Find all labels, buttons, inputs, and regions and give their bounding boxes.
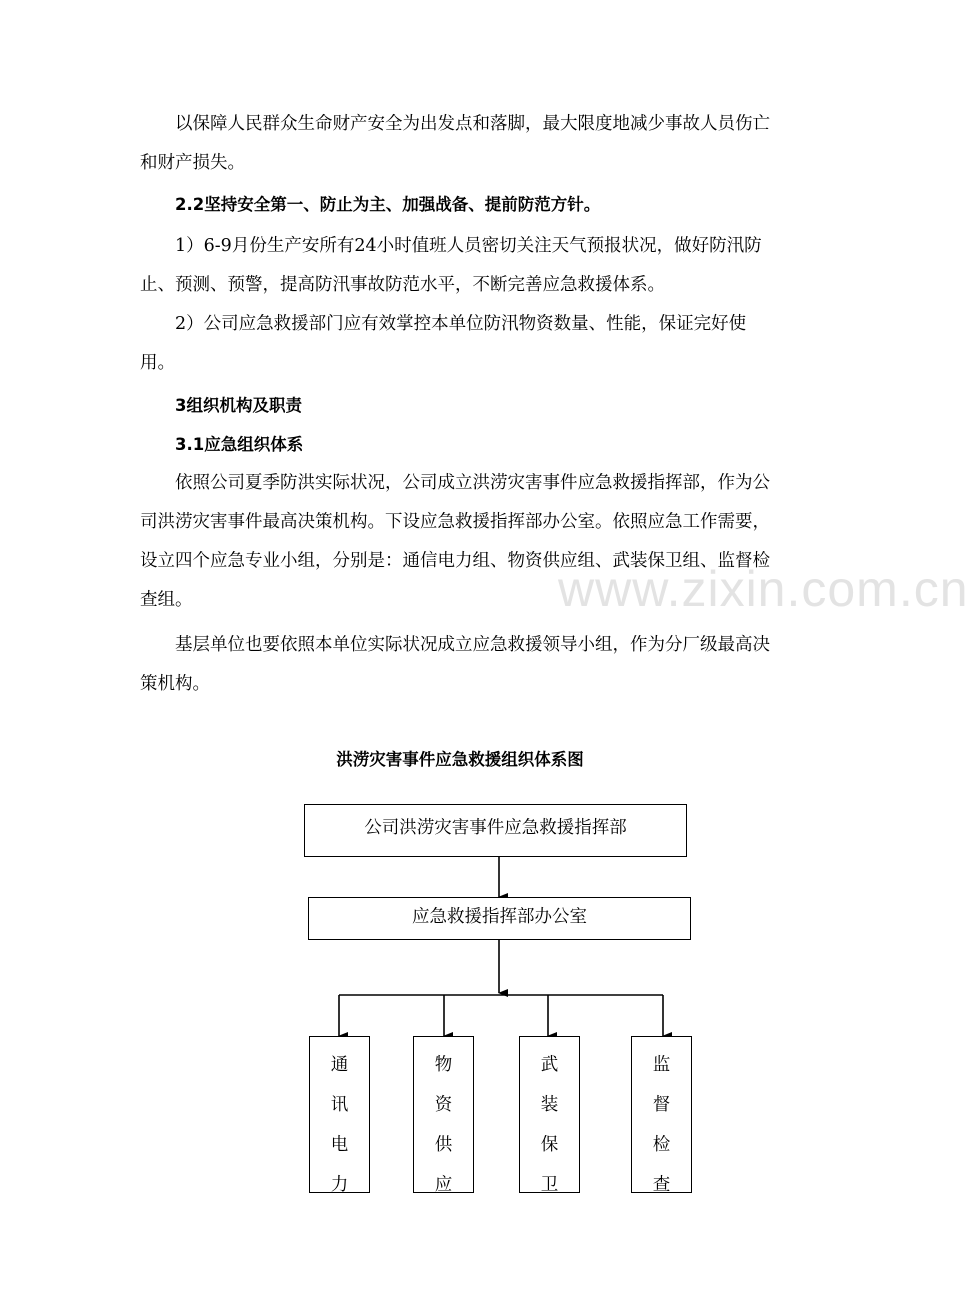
watermark: www.zixin.com.cn <box>558 561 969 617</box>
office-box <box>308 897 691 940</box>
group-char: 物 <box>434 1055 453 1075</box>
heading-3: 3组织机构及职责 <box>175 396 302 415</box>
heading-2-2: 2.2坚持安全第一、防止为主、加强战备、提前防范方针。 <box>175 195 601 214</box>
paragraph-item-1: 1）6-9月份生产安所有24小时值班人员密切关注天气预报状况，做好防汛防止、预测、预警，提高防汛事故防范水平，不断完善应急救援体系。 <box>140 236 762 295</box>
paragraph-base-units: 基层单位也要依照本单位实际状况成立应急救援领导小组，作为分厂级最高决策机构。 <box>140 635 770 694</box>
group-char: 力 <box>330 1175 349 1195</box>
group-char: 检 <box>652 1135 671 1155</box>
heading-3-1: 3.1应急组织体系 <box>175 435 304 454</box>
org-chart-title: 洪涝灾害事件应急救援组织体系图 <box>336 750 584 769</box>
command-center-label: 公司洪涝灾害事件应急救援指挥部 <box>364 818 627 838</box>
group-char: 卫 <box>540 1175 559 1195</box>
group-char: 电 <box>330 1135 349 1155</box>
group-char: 供 <box>434 1135 453 1155</box>
group-char: 督 <box>652 1095 671 1115</box>
group-box-communication-power <box>309 1036 370 1193</box>
group-char: 查 <box>652 1175 671 1195</box>
paragraph-org-system: 依照公司夏季防洪实际状况，公司成立洪涝灾害事件应急救援指挥部，作为公司洪涝灾害事件最高决策机构。下设应急救援指挥部办公室。依照应急工作需要，设立四个应急专业小组，分别是：通信电力组、物资供应组、武装保卫组、监督检查组。 <box>140 473 770 610</box>
group-box-supplies <box>413 1036 474 1193</box>
group-char: 应 <box>434 1175 453 1195</box>
group-char: 武 <box>540 1055 559 1075</box>
office-label: 应急救援指挥部办公室 <box>412 907 587 927</box>
command-center-box <box>304 804 687 857</box>
group-char: 通 <box>330 1055 349 1075</box>
paragraph-item-2: 2）公司应急救援部门应有效掌控本单位防汛物资数量、性能，保证完好使用。 <box>140 314 747 373</box>
group-box-supervision <box>631 1036 692 1193</box>
group-char: 监 <box>652 1055 671 1075</box>
group-char: 讯 <box>330 1095 349 1115</box>
group-char: 装 <box>540 1095 559 1115</box>
group-char: 资 <box>434 1095 453 1115</box>
paragraph-intro: 以保障人民群众生命财产安全为出发点和落脚，最大限度地减少事故人员伤亡和财产损失。 <box>140 114 770 173</box>
group-box-security <box>519 1036 580 1193</box>
group-char: 保 <box>540 1135 559 1155</box>
